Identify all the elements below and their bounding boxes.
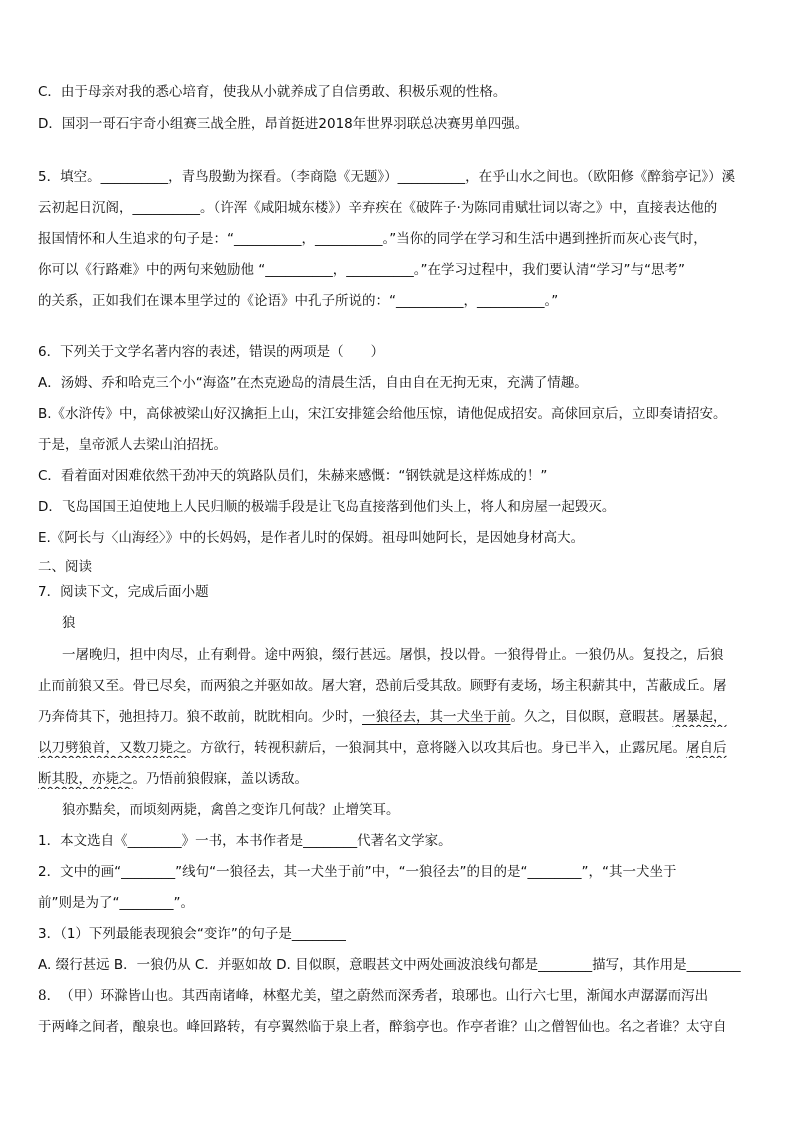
q5-line-2: 云初起日沉阁，__________。（许浑《咸阳城东楼》）辛弃疾在《破阵子·为陈同甫赋壮词以寄之》中，直接表达他的 (38, 200, 718, 216)
passage-line-6: 狼亦黠矣，而顷刻两毙，禽兽之变诈几何哉？止增笑耳。 (62, 802, 400, 818)
q7-stem: 7．阅读下文，完成后面小题 (38, 584, 209, 600)
wavy-underlined-sentence: 屠自后 (686, 740, 727, 756)
q5-line-5: 的关系，正如我们在课本里学过的《论语》中孔子所说的：“__________，__________。” (38, 293, 559, 309)
subq-2-line-1: 2．文中的画“________”线句“一狼径去，其一犬坐于前”中，“一狼径去”的目的是“________”，“其一犬坐于 (38, 864, 677, 880)
q6-option-b-1: B.《水浒传》中，高俅被梁山好汉擒拒上山，宋江安排筵会给他压惊，请他促成招安。高俅回京后，立即奏请招安。 (38, 406, 727, 422)
q6-stem: 6．下列关于文学名著内容的表述，错误的两项是（ ） (38, 344, 385, 360)
subq-2-line-2: 前”则是为了“________”。 (38, 895, 194, 911)
option-d-line: D．国羽一哥石宇奇小组赛三战全胜，昂首挺进2018年世界羽联总决赛男单四强。 (38, 116, 529, 132)
section-heading: 二、阅读 (38, 559, 92, 575)
passage-line-1: 一屠晚归，担中肉尽，止有剩骨。途中两狼，缀行甚远。屠惧，投以骨。一狼得骨止。一狼仍从。复投之，后狼 (62, 647, 724, 663)
passage-line-2: 止而前狼又至。骨已尽矣，而两狼之并驱如故。屠大窘，恐前后受其敌。顾野有麦场，场主积薪其中，苫蔽成丘。屠 (38, 678, 727, 694)
option-c-line: C．由于母亲对我的悉心培育，使我从小就养成了自信勇敢、积极乐观的性格。 (38, 84, 507, 100)
passage-text: 。久之，目似瞑，意暇甚。 (510, 709, 673, 725)
q5-line-3: 报国情怀和人生追求的句子是：“__________，__________。”当你的同学在学习和生活中遇到挫折而灰心丧气时， (38, 231, 707, 247)
q6-option-c: C．看着面对困难依然干劲冲天的筑路队员们，朱赫来感慨：“钢铁就是这样炼成的！” (38, 468, 548, 484)
q8-line-2: 于两峰之间者，酿泉也。峰回路转，有亭翼然临于泉上者，醉翁亭也。作亭者谁？山之僧智仙也。名之者谁？太守自 (38, 1019, 727, 1035)
wavy-underlined-sentence: 以刀劈狼首，又数刀毙之 (38, 740, 187, 756)
subq-3: 3．（1）下列最能表现狼会“变诈”的句子是________ (38, 926, 346, 942)
wavy-underlined-sentence: 断其股，亦毙之 (38, 771, 133, 787)
q6-option-a: A．汤姆、乔和哈克三个小“海盗”在杰克逊岛的清晨生活，自由自在无拘无束，充满了情趣。 (38, 375, 588, 391)
passage-line-5 (38, 769, 756, 789)
q6-option-e: E.《阿长与〈山海经〉》中的长妈妈，是作者儿时的保姆。祖母叫她阿长，是因她身材高大。 (38, 530, 585, 546)
passage-line-4 (38, 738, 756, 758)
q6-option-d: D．飞岛国国王迫使地上人民归顺的极端手段是让飞岛直接落到他们头上，将人和房屋一起毁灭。 (38, 499, 616, 515)
passage-text: 。乃悟前狼假寐，盖以诱敌。 (132, 771, 308, 787)
passage-line-3 (38, 707, 756, 727)
wavy-underlined-sentence: 屠暴起， (672, 709, 727, 725)
subq-1: 1．本文选自《________》一书，本书作者是________代著名文学家。 (38, 833, 452, 849)
q8-line-1: 8． （甲）环滁皆山也。其西南诸峰，林壑尤美，望之蔚然而深秀者，琅琊也。山行六七里，渐闻水声潺潺而泻出 (38, 988, 709, 1004)
passage-title: 狼 (62, 615, 76, 631)
q5-line-1: 5．填空。__________，青鸟殷勤为探看。（李商隐《无题》）__________，在乎山水之间也。（欧阳修《醉翁亭记》）溪 (38, 169, 736, 185)
passage-text: 乃奔倚其下，弛担持刀。狼不敢前，眈眈相向。少时， (38, 709, 362, 725)
subq-3-options: A. 缀行甚远 B．一狼仍从 C．并驱如故 D. 目似瞑，意暇甚文中两处画波浪线句都是________描写，其作用是________ (38, 957, 741, 973)
q5-line-4: 你可以《行路难》中的两句来勉励他 “__________，__________。”在学习过程中，我们要认清“学习”与“思考” (38, 262, 686, 278)
q6-option-b-2: 于是，皇帝派人去梁山泊招抚。 (38, 437, 227, 453)
underlined-sentence: 一狼径去，其一犬坐于前 (362, 709, 511, 725)
passage-text: 。方欲行，转视积薪后，一狼洞其中，意将隧入以攻其后也。身已半入，止露尻尾。 (186, 740, 686, 756)
